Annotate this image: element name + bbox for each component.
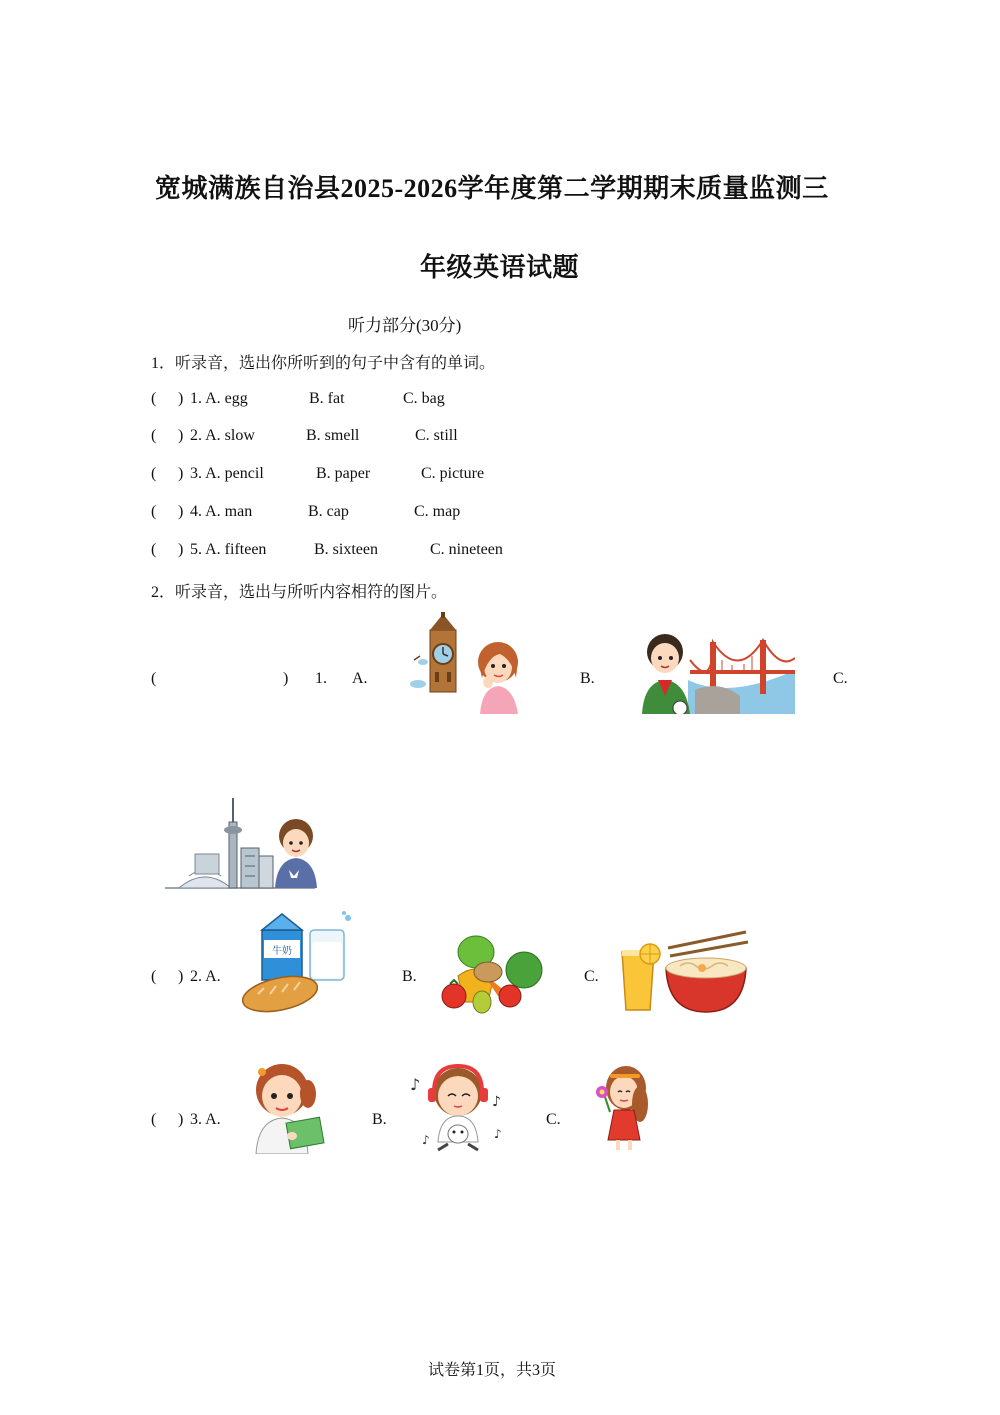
girl-reading-picture[interactable] <box>246 1056 328 1154</box>
answer-paren-open[interactable]: ( <box>151 465 157 482</box>
answer-paren-close: ) <box>283 670 289 687</box>
option-a: 3. A. pencil <box>190 465 264 482</box>
option-a: 1. A. egg <box>190 390 248 407</box>
option-c: C. map <box>414 503 461 520</box>
option-b: B. cap <box>308 503 349 520</box>
music-note-icon: ♪ <box>494 1127 502 1141</box>
option-b: B. sixteen <box>314 541 378 558</box>
option-c: C. picture <box>421 465 485 482</box>
option-c: C. bag <box>403 390 445 407</box>
page-footer: 试卷第1页，共3页 <box>428 1362 557 1379</box>
answer-paren-close: ) <box>178 427 184 444</box>
option-a: 5. A. fifteen <box>190 541 267 558</box>
option-a: 2. A. slow <box>190 427 255 444</box>
option-b: B. smell <box>306 427 360 444</box>
option-c-label: C. <box>546 1111 561 1128</box>
option-c-label: C. <box>584 968 599 985</box>
golden-gate-boy-picture[interactable] <box>640 630 795 714</box>
girl-flower-picture[interactable] <box>590 1060 652 1152</box>
answer-paren-close: ) <box>178 465 184 482</box>
cn-tower-boy-picture[interactable] <box>165 796 320 890</box>
vegetables-picture[interactable] <box>436 932 546 1014</box>
option-b: B. paper <box>316 465 371 482</box>
option-b-label: B. <box>402 968 417 985</box>
exam-title-line2: 年级英语试题 <box>420 253 580 282</box>
option-c: C. nineteen <box>430 541 503 558</box>
option-a-label: A. <box>352 670 368 687</box>
question-number: 1. <box>315 670 327 687</box>
music-note-icon: ♪ <box>410 1075 421 1094</box>
answer-paren-open[interactable]: ( <box>151 503 157 520</box>
option-b-label: B. <box>372 1111 387 1128</box>
question-number-option-a: 2. A. <box>190 968 221 985</box>
answer-paren-open[interactable]: ( <box>151 1111 157 1128</box>
milk-bread-picture[interactable] <box>240 910 358 1016</box>
answer-paren-close: ) <box>178 968 184 985</box>
question2-instruction: 2．听录音，选出与所听内容相符的图片。 <box>151 584 448 601</box>
exam-title-line1: 宽城满族自治县2025-2026学年度第二学期期末质量监测三 <box>155 174 829 203</box>
question-number-option-a: 3. A. <box>190 1111 221 1128</box>
option-b-label: B. <box>580 670 595 687</box>
option-b: B. fat <box>309 390 345 407</box>
option-a: 4. A. man <box>190 503 253 520</box>
music-note-icon: ♪ <box>492 1094 501 1110</box>
answer-paren-open[interactable]: ( <box>151 670 157 687</box>
milk-carton-label: 牛奶 <box>272 946 292 957</box>
question1-instruction: 1．听录音，选出你所听到的句子中含有的单词。 <box>151 355 496 372</box>
answer-paren-open[interactable]: ( <box>151 390 157 407</box>
music-note-icon: ♪ <box>422 1133 430 1147</box>
answer-paren-close: ) <box>178 541 184 558</box>
option-c: C. still <box>415 427 458 444</box>
girl-headphones-picture[interactable] <box>408 1062 506 1156</box>
answer-paren-open[interactable]: ( <box>151 968 157 985</box>
answer-paren-close: ) <box>178 390 184 407</box>
answer-paren-open[interactable]: ( <box>151 427 157 444</box>
juice-noodles-picture[interactable] <box>618 928 750 1014</box>
answer-paren-close: ) <box>178 503 184 520</box>
big-ben-girl-picture[interactable] <box>408 612 528 714</box>
option-c-label: C. <box>833 670 848 687</box>
listening-section-heading: 听力部分(30分) <box>348 316 462 335</box>
answer-paren-close: ) <box>178 1111 184 1128</box>
answer-paren-open[interactable]: ( <box>151 541 157 558</box>
